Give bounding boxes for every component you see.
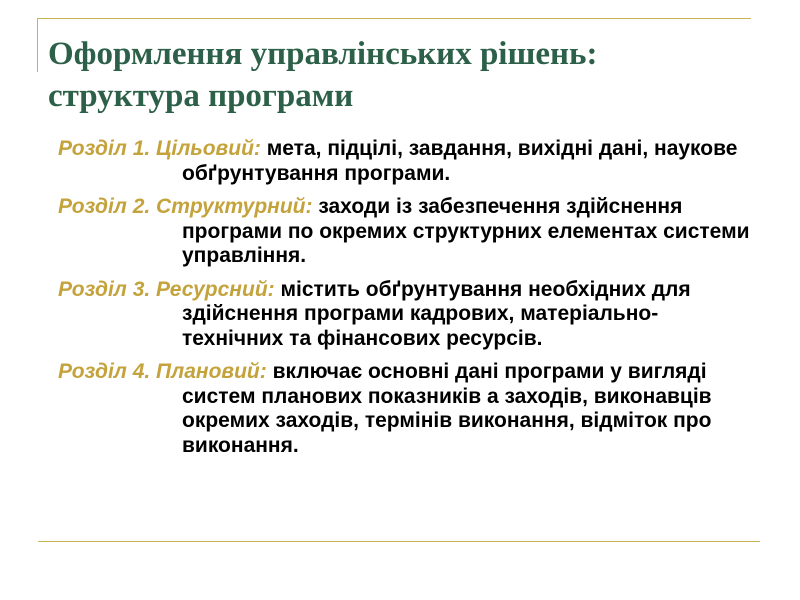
left-rule xyxy=(37,18,38,72)
section-label: Розділ 1. Цільовий: xyxy=(58,137,261,160)
section-text: містить обґрунтування необхідних для здійснення програми кадрових, матеріально-технічних та фінансових ресурсів. xyxy=(182,277,691,350)
section-item-1 xyxy=(58,137,758,186)
section-text: включає основні дані програми у вигляді систем планових показників а заходів, виконавців окремих заходів, термінів виконання, відміток про виконання. xyxy=(182,360,712,457)
section-item-2 xyxy=(58,195,758,269)
section-text: заходи із забезпечення здійснення програми по окремих структурних елементах системи управління. xyxy=(182,195,750,267)
section-item-4 xyxy=(58,360,758,458)
section-text: мета, підцілі, завдання, вихідні дані, наукове обґрунтування програми. xyxy=(182,137,738,185)
bottom-rule xyxy=(38,541,760,542)
slide-title xyxy=(48,33,768,117)
section-label: Розділ 3. Ресурсний: xyxy=(58,277,275,301)
slide-title-line1: Оформлення управлінських рішень: xyxy=(48,36,598,72)
section-label: Розділ 2. Структурний: xyxy=(58,195,313,218)
slide-title-line2: структура програми xyxy=(48,78,354,114)
section-item-3 xyxy=(58,278,758,352)
section-list xyxy=(58,137,758,467)
section-label: Розділ 4. Плановий: xyxy=(58,360,267,383)
top-rule xyxy=(37,18,751,19)
